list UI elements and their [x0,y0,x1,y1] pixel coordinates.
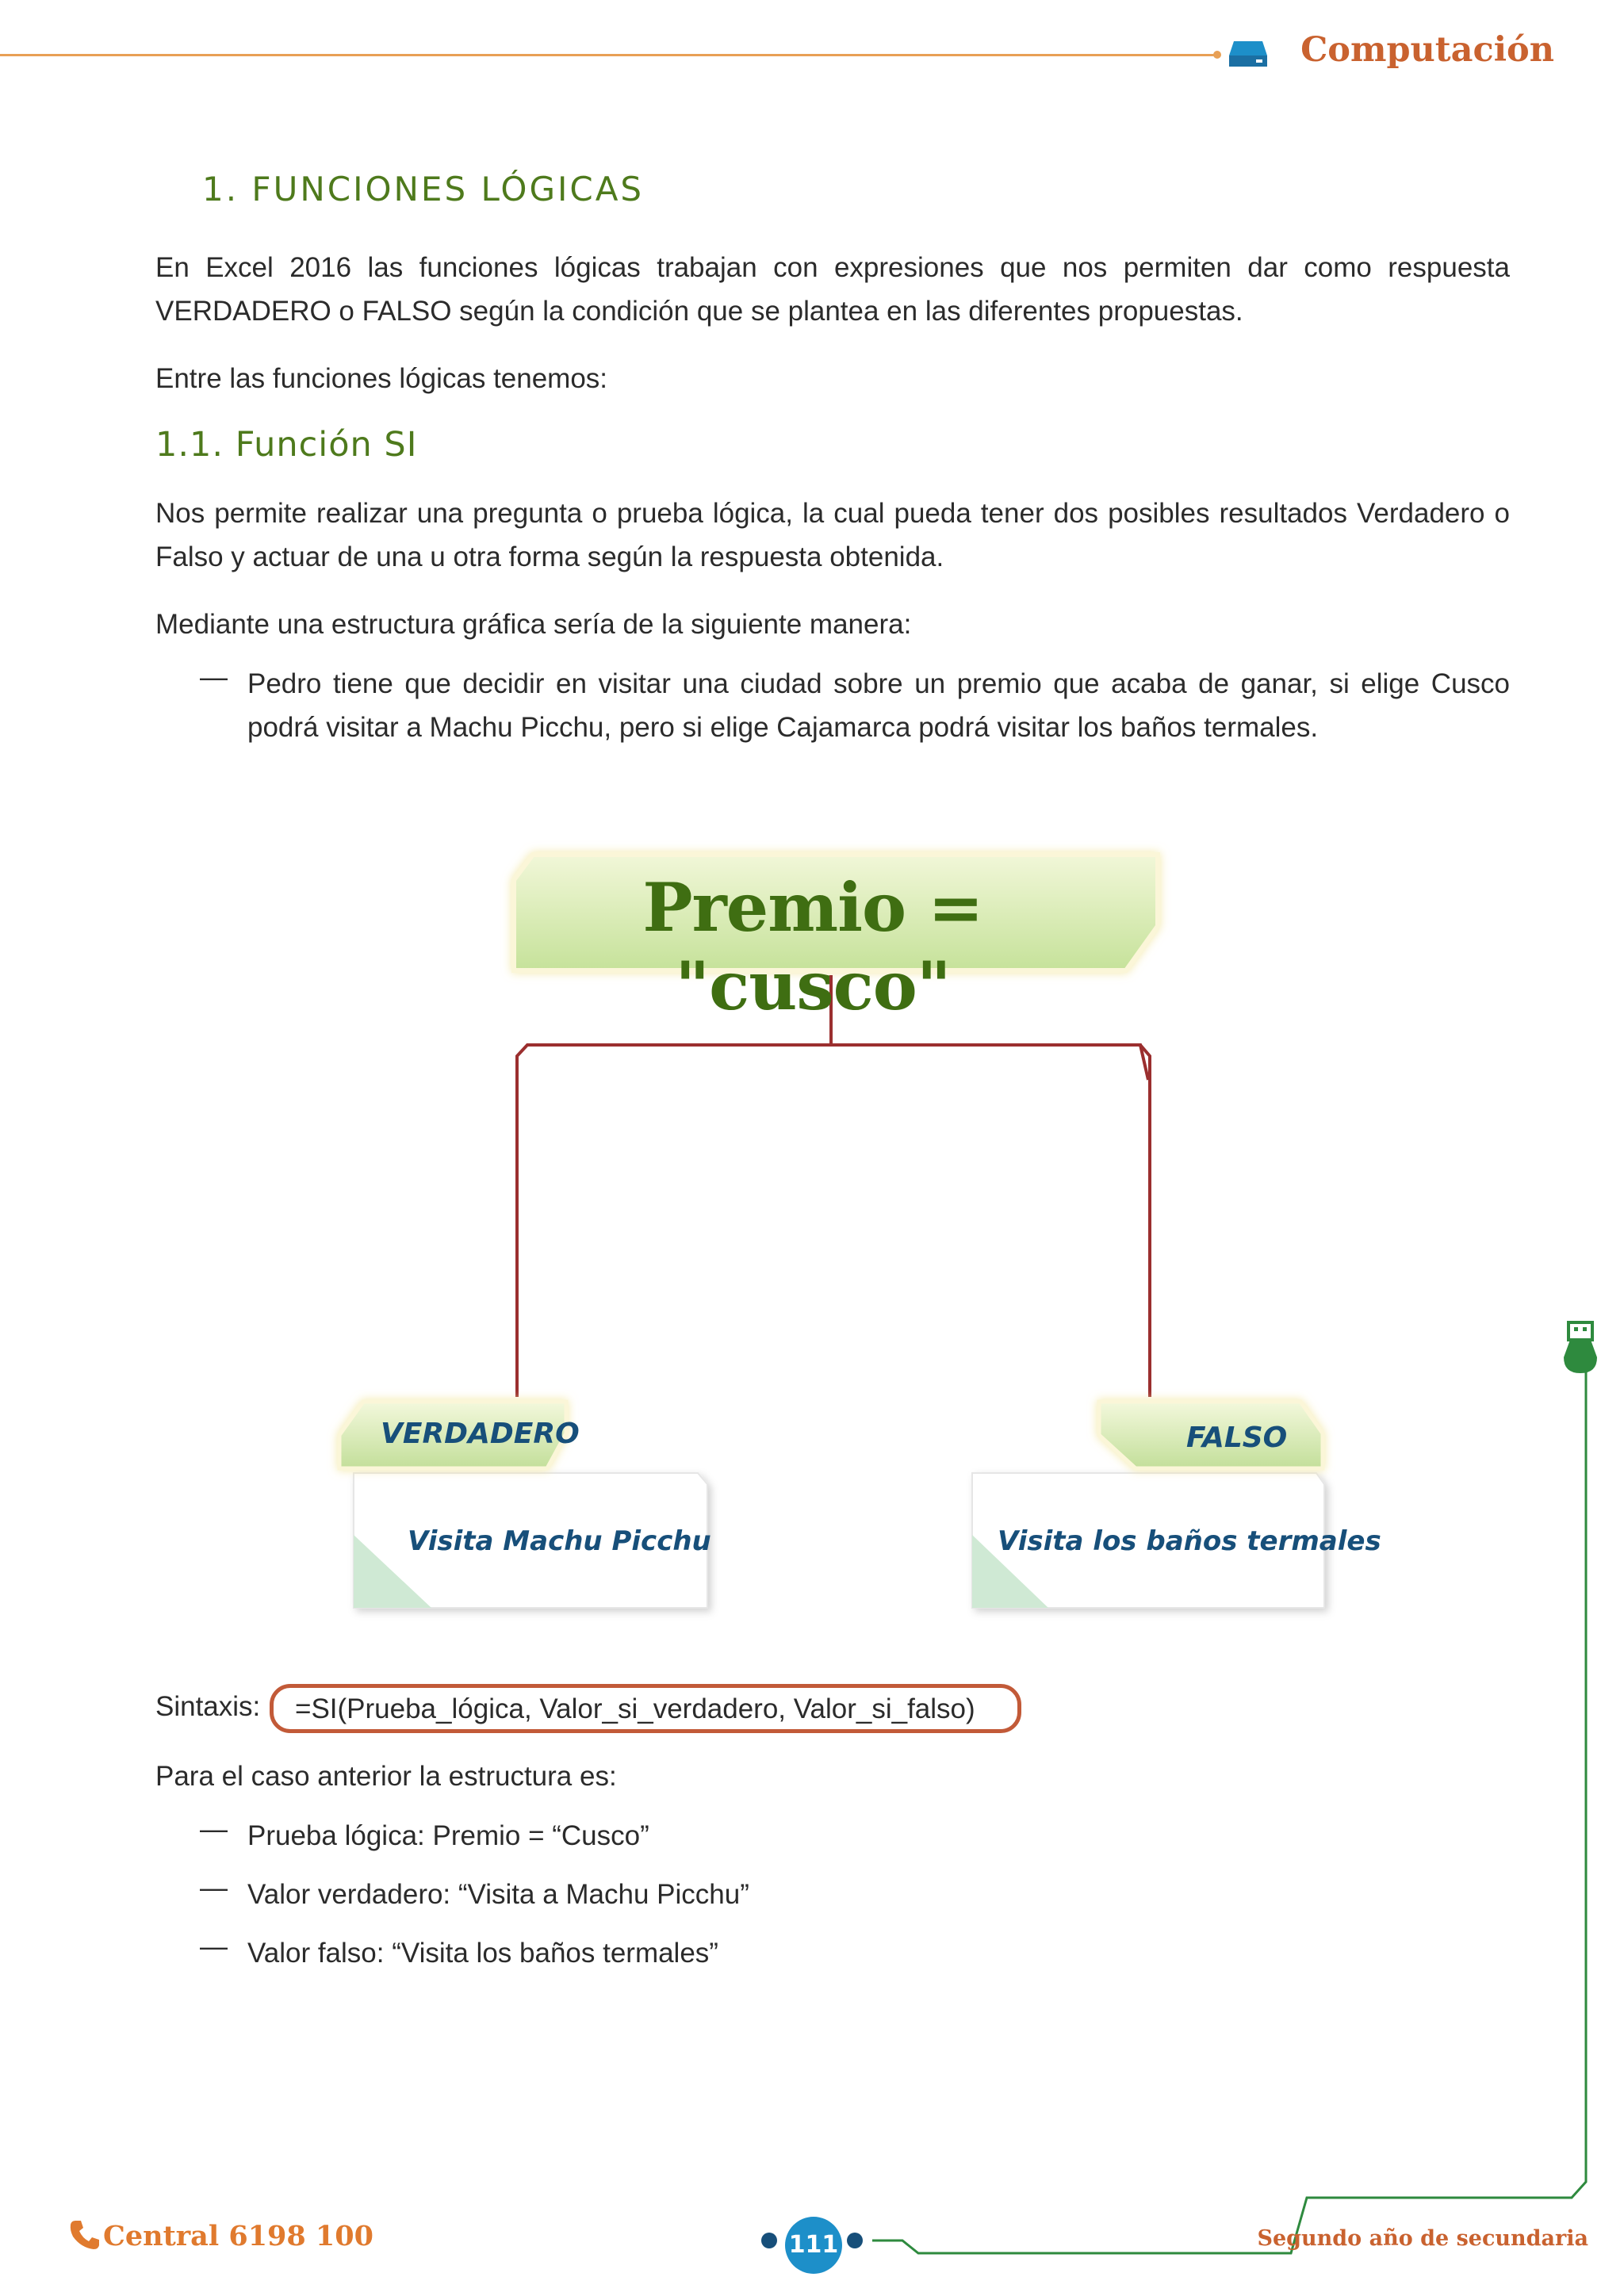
description-paragraph: Nos permite realizar una pregunta o prueba lógica, la cual pueda tener dos posibles resultados Verdadero o Falso y actuar de una u otra forma según la respuesta obtenida. [155,498,1510,572]
page-number: 111 [785,2217,842,2274]
bullet-dash: — [200,1814,228,1845]
structure-item-false: Valor falso: “Visita los baños termales” [247,1938,718,1969]
footer-circuit [0,1300,1624,2296]
false-label: FALSO [1186,1422,1288,1454]
false-value-text: Visita los baños termales [998,1525,1381,1557]
true-value-text: Visita Machu Picchu [408,1525,711,1557]
structure-item-test: Prueba lógica: Premio = “Cusco” [247,1820,649,1851]
example-text: Pedro tiene que decidir en visitar una ciudad sobre un premio que acaba de ganar, si elige Cusco podrá visitar a Machu Picchu, pero si elige Cajamarca podrá visitar los baños termales. [247,668,1510,743]
intro-paragraph: En Excel 2016 las funciones lógicas trabajan con expresiones que nos permiten dar como respuesta VERDADERO o FALSO según la condición que se plantea en las diferentes propuestas. [155,252,1510,327]
footer-grade: Segundo año de secundaria [1257,2226,1588,2251]
graphic-intro: Mediante una estructura gráfica sería de la siguiente manera: [155,609,912,640]
phone-icon [68,2218,102,2251]
subsection-heading: 1.1. Función SI [155,425,418,465]
structure-intro: Para el caso anterior la estructura es: [155,1761,617,1792]
condition-text: Premio = "cusco" [642,868,983,1025]
page-header-title: Computación [1300,30,1554,70]
section-heading: 1. FUNCIONES LÓGICAS [202,170,645,209]
true-label: VERDADERO [381,1418,580,1450]
bullet-dash: — [200,1931,228,1962]
structure-item-true: Valor verdadero: “Visita a Machu Picchu” [247,1879,749,1910]
syntax-formula: =SI(Prueba_lógica, Valor_si_verdadero, Valor_si_falso) [295,1693,975,1724]
syntax-label: Sintaxis: [155,1691,261,1722]
list-intro: Entre las funciones lógicas tenemos: [155,363,608,394]
footer-phone: Central 6198 100 [103,2220,373,2252]
bullet-dash: — [200,662,228,693]
usb-icon [1564,1322,1597,1373]
bullet-dash: — [200,1873,228,1904]
